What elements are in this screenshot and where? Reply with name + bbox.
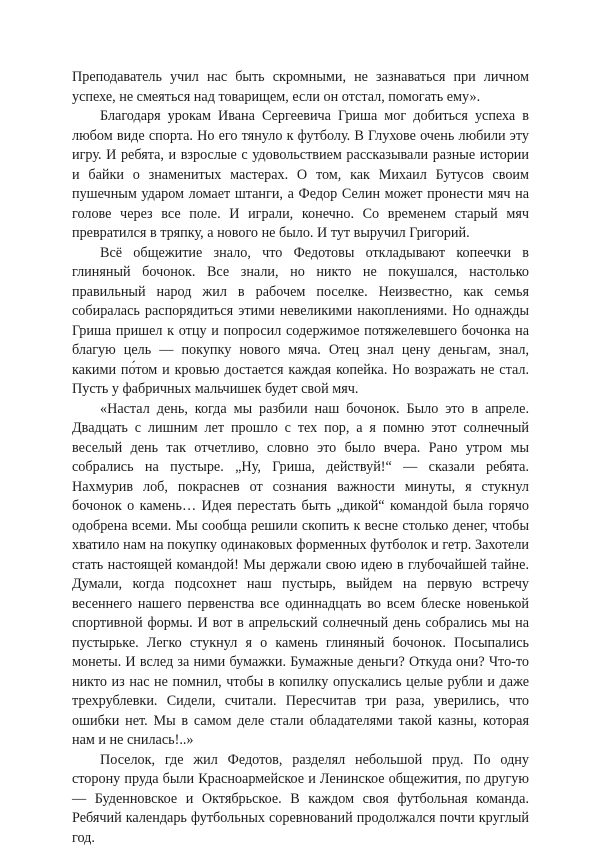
document-page (72, 68, 529, 848)
paragraph-savings-barrel: Всё общежитие знало, что Федотовы откладывают копеечки в глиняный бочонок. Все знали, но никто не покушался, настолько правильный народ жил в рабочем поселке. Неизвестно, как семья собиралась распорядиться этими невеликими накоплениями. Но однажды Гриша пришел к отцу и попросил содержимое потяжелевшего бочонка на благую цель — покупку нового мяча. Отец знал цену деньгам, знал, какими по́том и кровью достается каждая копейка. Но возражать не стал. Пусть у фабричных мальчишек будет свой мяч. (72, 244, 529, 400)
paragraph-teacher-lesson: Преподаватель учил нас быть скромными, не зазнаваться при личном успехе, не смеяться над товарищем, если он отстал, помогать ему». (72, 68, 529, 107)
paragraph-football-love: Благодаря урокам Ивана Сергеевича Гриша мог добиться успеха в любом виде спорта. Но его тянуло к футболу. В Глухове очень любили эту игру. И ребята, и взрослые с удовольствием рассказывали разные истории и байки о знаменитых мастерах. О том, как Михаил Бутусов своим пушечным ударом ломает штанги, а Федор Селин может пронести мяч на голове через все поле. И играли, конечно. Со временем старый мяч превратился в тряпку, а нового не было. И тут выручил Григорий. (72, 107, 529, 244)
paragraph-quote-memory: «Настал день, когда мы разбили наш бочонок. Было это в апреле. Двадцать с лишним лет прошло с тех пор, а я помню этот солнечный веселый день так отчетливо, словно это было вчера. Рано утром мы собрались на пустыре. „Ну, Гриша, действуй!“ — сказали ребята. Нахмурив лоб, покраснев от сознания важности минуты, я стукнул бочонок о камень… Идея перестать быть „дикой“ командой была горячо одобрена всеми. Мы сообща решили скопить к весне столько денег, чтобы хватило нам на покупку одинаковых форменных футболок и гетр. Захотели стать настоящей командой! Мы держали свою идею в глубочайшей тайне. Думали, когда подсохнет наш пустырь, выйдем на первую встречу весеннего нашего первенства все одиннадцать во всем блеске новенькой спортивной формы. И вот в апрельский солнечный день собрались мы на пустырьке. Легко стукнул я о камень глиняный бочонок. Посыпались монеты. И вслед за ними бумажки. Бумажные деньги? Откуда они? Что-то никто из нас не помнил, чтобы в копилку опускались целые рубли и даже трехрублевки. Сидели, считали. Пересчитав три раза, уверились, что ошибки нет. Мы в самом деле стали обладателями такой казны, которая нам и не снилась!..» (72, 400, 529, 751)
paragraph-settlement-teams: Поселок, где жил Федотов, разделял небольшой пруд. По одну сторону пруда были Красноармейское и Ленинское общежития, по другую — Буденновское и Октябрьское. В каждом своя футбольная команда. Ребячий календарь футбольных соревнований продолжался почти круглый год. (72, 751, 529, 848)
